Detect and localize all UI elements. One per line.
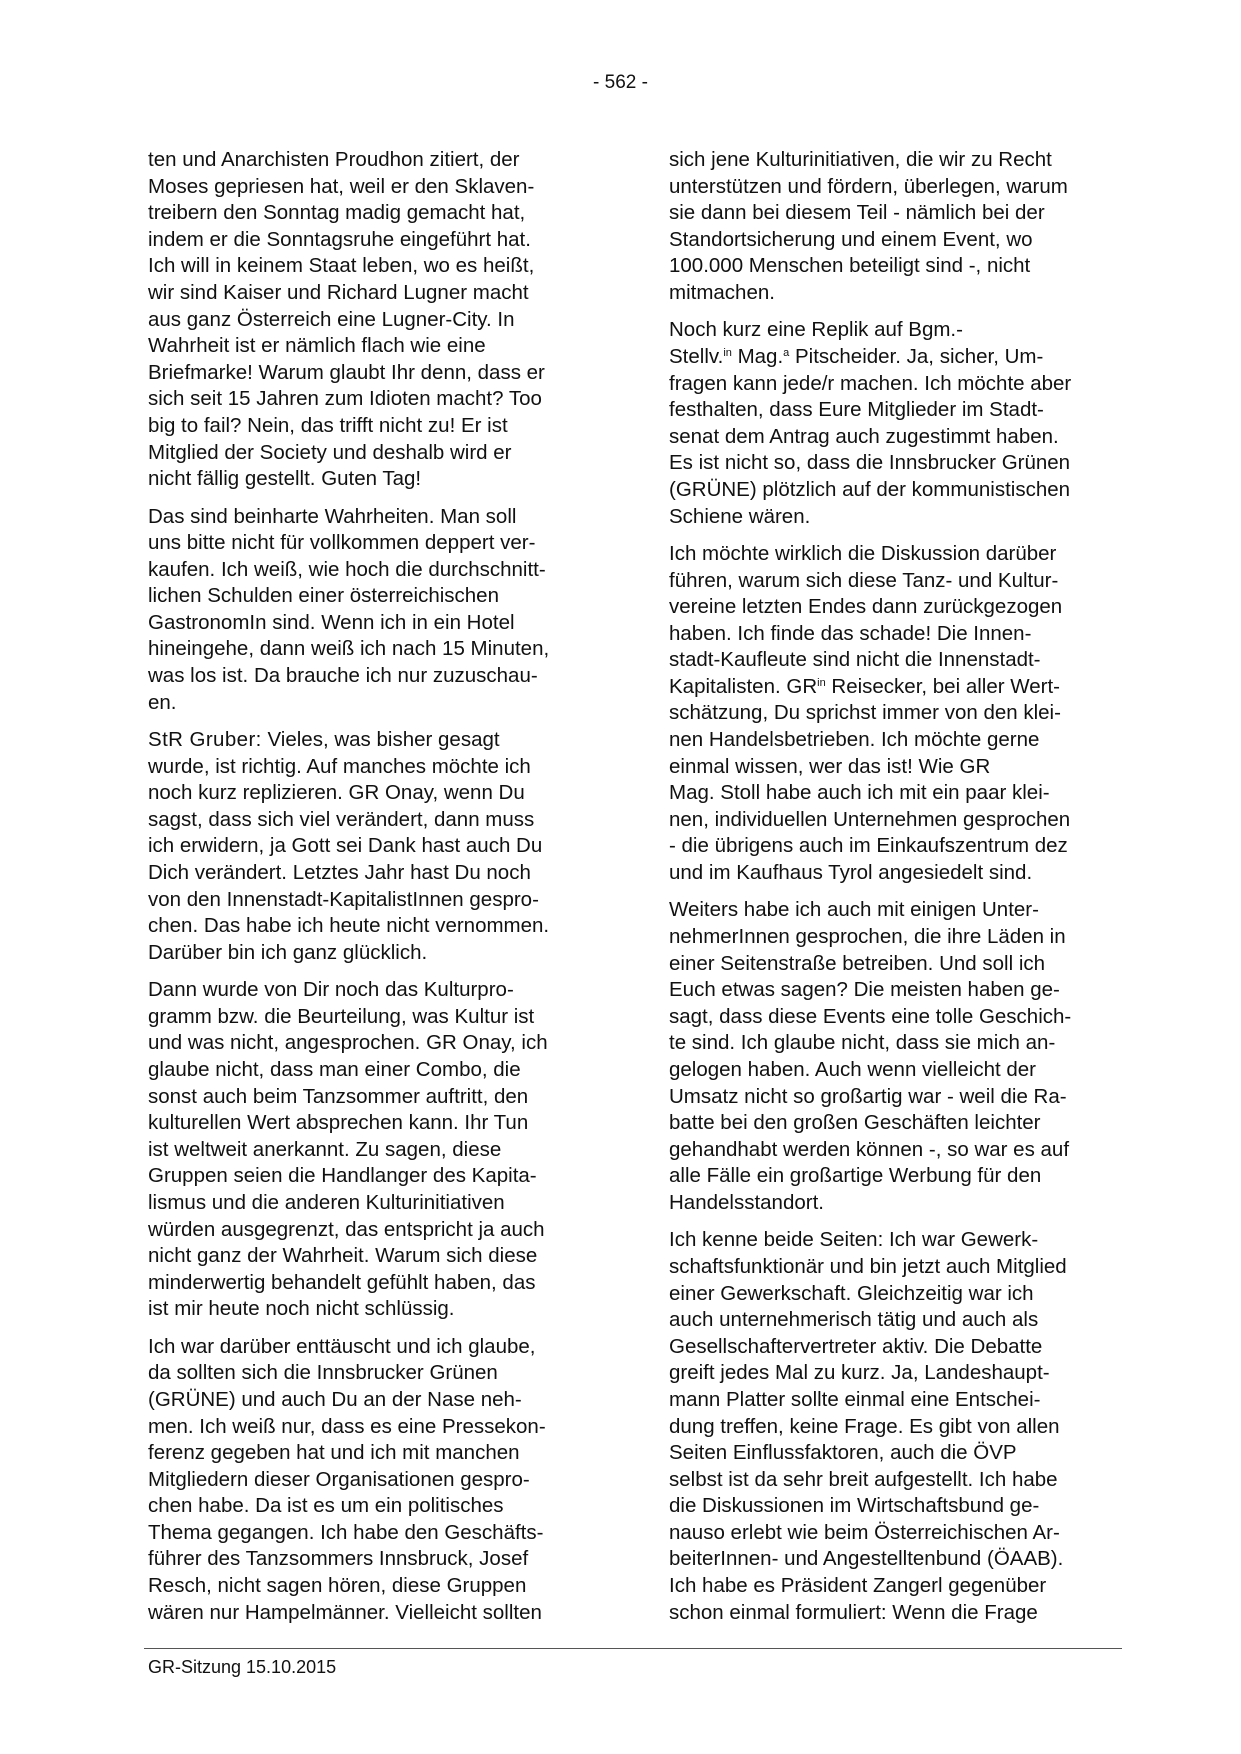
paragraph-line: und im Kaufhaus Tyrol angesiedelt sind.	[669, 861, 1033, 885]
paragraph-lines	[669, 371, 1121, 531]
paragraph-line: chen habe. Da ist es um ein politisches	[148, 1494, 504, 1518]
paragraph-line: und was nicht, angesprochen. GR Onay, ich	[148, 1031, 548, 1055]
paragraph-line: nicht fällig gestellt. Guten Tag!	[148, 467, 422, 491]
paragraph-line: gramm bzw. die Beurteilung, was Kultur ist	[148, 1004, 535, 1028]
speaker-name: StR Gruber:	[148, 728, 262, 752]
paragraph-speaker-gruber	[148, 727, 600, 966]
paragraph-line: mann Platter sollte einmal eine Entschei-	[669, 1387, 1041, 1411]
paragraph-line: Stellv.$^{in}$ Mag.$^a$ Pitscheider. Ja, sicher, Um-	[669, 344, 1044, 368]
paragraph-line: nehmerInnen gesprochen, die ihre Läden in	[669, 925, 1066, 949]
paragraph-line: ich erwidern, ja Gott sei Dank hast auch Du	[148, 834, 543, 858]
paragraph-line: ferenz gegeben hat und ich mit manchen	[148, 1441, 520, 1465]
paragraph-line: Dann wurde von Dir noch das Kulturpro-	[148, 978, 514, 1002]
paragraph-line: (GRÜNE) plötzlich auf der kommunistischen	[669, 477, 1071, 501]
paragraph-line: von den Innenstadt-KapitalistInnen gespro-	[148, 887, 539, 911]
page-number: - 562 -	[593, 72, 648, 93]
paragraph-line: ist weltweit anerkannt. Zu sagen, diese	[148, 1137, 502, 1161]
paragraph-line: noch kurz replizieren. GR Onay, wenn Du	[148, 781, 525, 805]
paragraph-line: die Diskussionen im Wirtschaftsbund ge-	[669, 1494, 1040, 1518]
paragraph-line: Gruppen seien die Handlanger des Kapita-	[148, 1164, 537, 1188]
paragraph-line: gehandhabt werden können -, so war es auf	[669, 1137, 1070, 1161]
paragraph-line: schaftsfunktionär und bin jetzt auch Mitglied	[669, 1254, 1067, 1278]
paragraph-line: Seiten Einflussfaktoren, auch die ÖVP	[669, 1441, 1017, 1465]
paragraph-line: Dich verändert. Letztes Jahr hast Du noch	[148, 861, 531, 885]
paragraph-line: nicht ganz der Wahrheit. Warum sich diese	[148, 1244, 538, 1268]
paragraph-line: StR Gruber: Vieles, was bisher gesagt	[148, 728, 500, 752]
paragraph-line: würden ausgegrenzt, das entspricht ja auch	[148, 1217, 545, 1241]
paragraph-line: selbst ist da sehr breit aufgestellt. Ich habe	[669, 1467, 1058, 1491]
paragraph-line: stadt-Kaufleute sind nicht die Innenstadt-	[669, 648, 1041, 672]
right-column	[669, 147, 1121, 1637]
paragraph-line: Thema gegangen. Ich habe den Geschäfts-	[148, 1520, 544, 1544]
paragraph-line: chen. Das habe ich heute nicht vernommen.	[148, 914, 550, 938]
paragraph	[148, 147, 600, 493]
paragraph-line: kulturellen Wert absprechen kann. Ihr Tun	[148, 1111, 529, 1135]
paragraph-line: sagst, dass sich viel verändert, dann muss	[148, 807, 535, 831]
paragraph-line: sie dann bei diesem Teil - nämlich bei der	[669, 201, 1045, 225]
paragraph-line: lichen Schulden einer österreichischen	[148, 584, 499, 608]
paragraph-line: führen, warum sich diese Tanz- und Kultur-	[669, 568, 1059, 592]
paragraph-line: auch unternehmerisch tätig und auch als	[669, 1308, 1039, 1332]
paragraph-line: einmal wissen, wer das ist! Wie GR	[669, 754, 991, 778]
paragraph-line: kaufen. Ich weiß, wie hoch die durchschnitt-	[148, 557, 546, 581]
paragraph-line: senat dem Antrag auch zugestimmt haben.	[669, 424, 1059, 448]
paragraph	[669, 541, 1121, 887]
paragraph-line: dung treffen, keine Frage. Es gibt von allen	[669, 1414, 1060, 1438]
paragraph	[148, 977, 600, 1323]
paragraph-line: 100.000 Menschen beteiligt sind -, nicht	[669, 254, 1031, 278]
paragraph-line: nauso erlebt wie beim Österreichischen Ar-	[669, 1520, 1060, 1544]
paragraph-line: Es ist nicht so, dass die Innsbrucker Grünen	[669, 451, 1071, 475]
paragraph-line: lismus und die anderen Kulturinitiativen	[148, 1190, 505, 1214]
paragraph-line: schon einmal formuliert: Wenn die Frage	[669, 1600, 1038, 1624]
paragraph-line: sagt, dass diese Events eine tolle Geschich-	[669, 1004, 1072, 1028]
paragraph-line: ist mir heute noch nicht schlüssig.	[148, 1297, 455, 1321]
paragraph-line: Resch, nicht sagen hören, diese Gruppen	[148, 1574, 527, 1598]
paragraph-line: unterstützen und fördern, überlegen, warum	[669, 174, 1068, 198]
paragraph-line: haben. Ich finde das schade! Die Innen-	[669, 621, 1032, 645]
paragraph-line: mitmachen.	[669, 280, 775, 304]
footer-session-date: GR-Sitzung 15.10.2015	[148, 1657, 337, 1677]
paragraph-line: führer des Tanzsommers Innsbruck, Josef	[148, 1547, 529, 1571]
paragraph-line: Euch etwas sagen? Die meisten haben ge-	[669, 978, 1060, 1002]
paragraph-replik	[669, 317, 1121, 530]
paragraph-line: beiterInnen- und Angestelltenbund (ÖAAB).	[669, 1547, 1064, 1571]
paragraph-line: treibern den Sonntag madig gemacht hat,	[148, 201, 526, 225]
paragraph-line: batte bei den großen Geschäften leichter	[669, 1111, 1041, 1135]
paragraph-line: Moses gepriesen hat, weil er den Sklaven-	[148, 174, 535, 198]
paragraph-line: te sind. Ich glaube nicht, dass sie mich an-	[669, 1031, 1056, 1055]
paragraph-line: ten und Anarchisten Proudhon zitiert, der	[148, 148, 520, 171]
paragraph-line: (GRÜNE) und auch Du an der Nase neh-	[148, 1387, 522, 1411]
paragraph-line: Ich habe es Präsident Zangerl gegenüber	[669, 1574, 1047, 1598]
paragraph-lines	[148, 754, 600, 967]
paragraph-line: Standortsicherung und einem Event, wo	[669, 227, 1033, 251]
paragraph-line: Handelsstandort.	[669, 1190, 824, 1214]
paragraph-line: en.	[148, 690, 177, 714]
paragraph-line: da sollten sich die Innsbrucker Grünen	[148, 1361, 498, 1385]
paragraph-line: Mitglied der Society und deshalb wird er	[148, 440, 512, 464]
paragraph-line: Kapitalisten. $GR^{in}$ Reisecker, bei aller Wert-	[669, 674, 1060, 698]
paragraph-line: aus ganz Österreich eine Lugner-City. In	[148, 307, 515, 331]
paragraph-line: Darüber bin ich ganz glücklich.	[148, 940, 428, 964]
paragraph-line: sich seit 15 Jahren zum Idioten macht? Too	[148, 387, 542, 411]
paragraph-lines	[669, 541, 1121, 674]
paragraph-line: Ich möchte wirklich die Diskussion darüber	[669, 541, 1057, 565]
paragraph-line: uns bitte nicht für vollkommen deppert ver-	[148, 531, 536, 555]
paragraph-line: big to fail? Nein, das trifft nicht zu! Er ist	[148, 413, 508, 437]
paragraph-line: alle Fälle ein großartige Werbung für den	[669, 1164, 1042, 1188]
paragraph	[669, 147, 1121, 307]
paragraph-line: - die übrigens auch im Einkaufszentrum dez	[669, 834, 1068, 858]
paragraph-line: minderwertig behandelt gefühlt haben, das	[148, 1270, 536, 1294]
paragraph-line: einer Seitenstraße betreiben. Und soll ich	[669, 951, 1046, 975]
paragraph-line: fragen kann jede/r machen. Ich möchte aber	[669, 371, 1072, 395]
left-column	[148, 147, 600, 1637]
paragraph-line: Weiters habe ich auch mit einigen Unter-	[669, 898, 1039, 922]
paragraph-line: GastronomIn sind. Wenn ich in ein Hotel	[148, 610, 515, 634]
paragraph	[669, 897, 1121, 1216]
paragraph-line: sich jene Kulturinitiativen, die wir zu Recht	[669, 148, 1052, 171]
paragraph-line: gelogen haben. Auch wenn vielleicht der	[669, 1057, 1036, 1081]
paragraph	[148, 504, 600, 717]
paragraph-line: Schiene wären.	[669, 504, 811, 528]
paragraph-line: nen Handelsbetrieben. Ich möchte gerne	[669, 728, 1040, 752]
paragraph-lines	[669, 700, 1121, 886]
paragraph-line: was los ist. Da brauche ich nur zuzuschau-	[148, 664, 538, 688]
paragraph-line: glaube nicht, dass man einer Combo, die	[148, 1057, 521, 1081]
footer-divider	[144, 1648, 1122, 1649]
paragraph-line: Ich will in keinem Staat leben, wo es heißt,	[148, 254, 535, 278]
paragraph-line: Das sind beinharte Wahrheiten. Man soll	[148, 504, 517, 528]
paragraph-line: wurde, ist richtig. Auf manches möchte ich	[148, 754, 531, 778]
paragraph-line: nen, individuellen Unternehmen gesprochen	[669, 807, 1071, 831]
paragraph	[669, 1227, 1121, 1626]
paragraph-line: Ich kenne beide Seiten: Ich war Gewerk-	[669, 1228, 1039, 1252]
paragraph-line: greift jedes Mal zu kurz. Ja, Landeshaupt-	[669, 1361, 1050, 1385]
paragraph-line: wären nur Hampelmänner. Vielleicht sollten	[148, 1600, 542, 1624]
paragraph-line: Umsatz nicht so großartig war - weil die Ra-	[669, 1084, 1067, 1108]
paragraph-line: men. Ich weiß nur, dass es eine Pressekon-	[148, 1414, 546, 1438]
paragraph-line: sonst auch beim Tanzsommer auftritt, den	[148, 1084, 529, 1108]
paragraph-line: Mag. Stoll habe auch ich mit ein paar klei-	[669, 781, 1050, 805]
paragraph-line: festhalten, dass Eure Mitglieder im Stadt-	[669, 398, 1044, 422]
paragraph-line: wir sind Kaiser und Richard Lugner macht	[148, 280, 529, 304]
paragraph-line: indem er die Sonntagsruhe eingeführt hat.	[148, 227, 531, 251]
paragraph-line: Noch kurz eine Replik auf Bgm.-	[669, 318, 963, 342]
paragraph-line: einer Gewerkschaft. Gleichzeitig war ich	[669, 1281, 1034, 1305]
paragraph-line: Briefmarke! Warum glaubt Ihr denn, dass er	[148, 360, 545, 384]
paragraph	[148, 1334, 600, 1627]
paragraph-line: vereine letzten Endes dann zurückgezogen	[669, 595, 1063, 619]
paragraph-line: Mitgliedern dieser Organisationen gespro-	[148, 1467, 530, 1491]
paragraph-line: Ich war darüber enttäuscht und ich glaube,	[148, 1334, 536, 1358]
paragraph-line: Wahrheit ist er nämlich flach wie eine	[148, 334, 486, 358]
paragraph-line: Gesellschaftervertreter aktiv. Die Debatte	[669, 1334, 1043, 1358]
paragraph-line: hineingehe, dann weiß ich nach 15 Minuten,	[148, 637, 550, 661]
paragraph-line: schätzung, Du sprichst immer von den klei-	[669, 701, 1061, 725]
